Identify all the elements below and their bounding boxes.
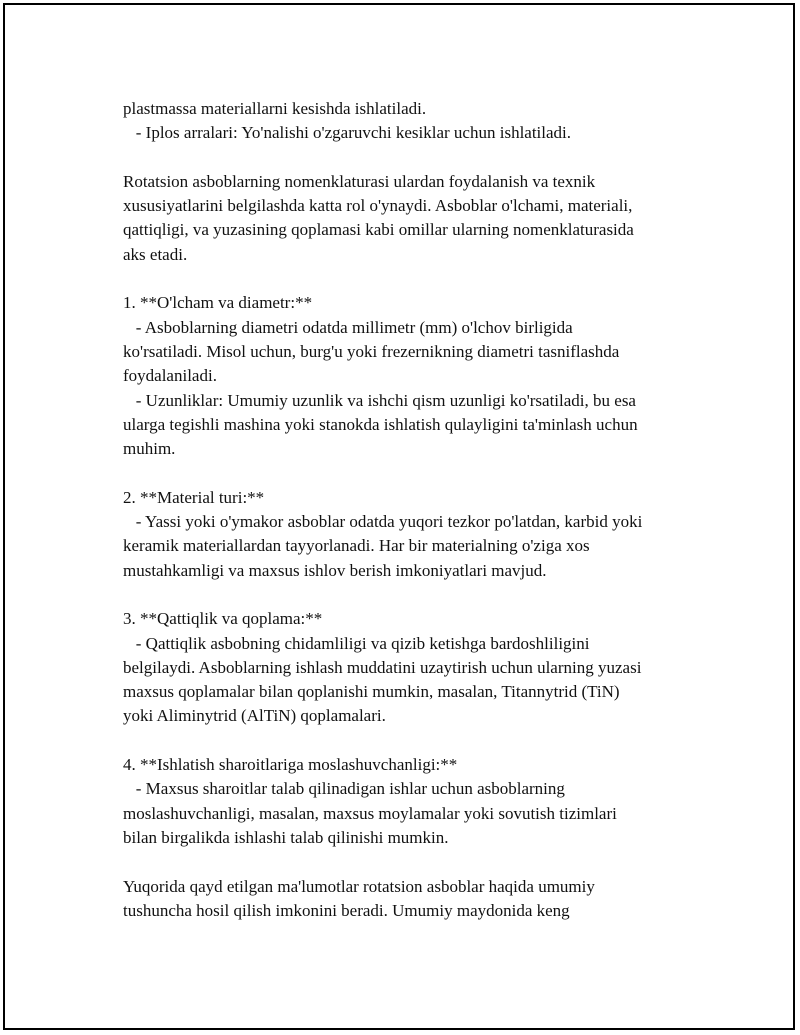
text-line	[123, 146, 763, 170]
text-line: xususiyatlarini belgilashda katta rol o'ynaydi. Asboblar o'lchami, materiali,	[123, 196, 633, 216]
text-line: Rotatsion asboblarning nomenklaturasi ulardan foydalanish va texnik	[123, 171, 596, 191]
text-line: aks etadi.	[123, 244, 188, 264]
text-line: foydalaniladi.	[123, 366, 217, 386]
text-line: - Iplos arralari: Yo'nalishi o'zgaruvchi kesiklar uchun ishlatiladi.	[123, 123, 572, 143]
text-line	[123, 461, 763, 485]
text-line: qattiqligi, va yuzasining qoplamasi kabi omillar ularning nomenklaturasida	[123, 220, 634, 240]
text-line	[123, 729, 763, 753]
text-line: 2. **Material turi:**	[123, 487, 265, 507]
text-line: 1. **O'lcham va diametr:**	[123, 293, 313, 313]
text-line	[123, 583, 763, 607]
text-line: moslashuvchanligi, masalan, maxsus moylamalar yoki sovutish tizimlari	[123, 803, 617, 823]
text-line: yoki Aliminytrid (AlTiN) qoplamalari.	[123, 706, 386, 726]
text-line: - Maxsus sharoitlar talab qilinadigan ishlar uchun asboblarning	[123, 779, 565, 799]
text-line: belgilaydi. Asboblarning ishlash muddatini uzaytirish uchun ularning yuzasi	[123, 657, 642, 677]
text-line: tushuncha hosil qilish imkonini beradi. Umumiy maydonida keng	[123, 900, 570, 920]
text-line	[123, 850, 763, 874]
text-line: plastmassa materiallarni kesishda ishlatiladi.	[123, 99, 427, 118]
text-line: - Asboblarning diametri odatda millimetr (mm) o'lchov birligida	[123, 317, 573, 337]
text-line: Yuqorida qayd etilgan ma'lumotlar rotatsion asboblar haqida umumiy	[123, 876, 595, 896]
text-line: ko'rsatiladi. Misol uchun, burg'u yoki frezernikning diametri tasniflashda	[123, 341, 620, 361]
text-line: - Uzunliklar: Umumiy uzunlik va ishchi qism uzunligi ko'rsatiladi, bu esa	[123, 390, 636, 410]
text-line: muhim.	[123, 439, 176, 459]
text-line: - Qattiqlik asbobning chidamliligi va qizib ketishga bardoshliligini	[123, 633, 590, 653]
text-line: maxsus qoplamalar bilan qoplanishi mumkin, masalan, Titannytrid (TiN)	[123, 682, 620, 702]
text-line: mustahkamligi va maxsus ishlov berish imkoniyatlari mavjud.	[123, 560, 547, 580]
text-line: ularga tegishli mashina yoki stanokda ishlatish qulayligini ta'minlash uchun	[123, 414, 638, 434]
text-line	[123, 267, 763, 291]
text-line: bilan birgalikda ishlashi talab qilinishi mumkin.	[123, 827, 449, 847]
text-line: keramik materiallardan tayyorlanadi. Har bir materialning o'ziga xos	[123, 536, 590, 556]
text-line: 3. **Qattiqlik va qoplama:**	[123, 609, 323, 629]
text-line: - Yassi yoki o'ymakor asboblar odatda yuqori tezkor po'latdan, karbid yoki	[123, 512, 643, 532]
page-border	[3, 3, 795, 1030]
text-line: 4. **Ishlatish sharoitlariga moslashuvchanligi:**	[123, 755, 458, 775]
document-text	[123, 97, 763, 923]
